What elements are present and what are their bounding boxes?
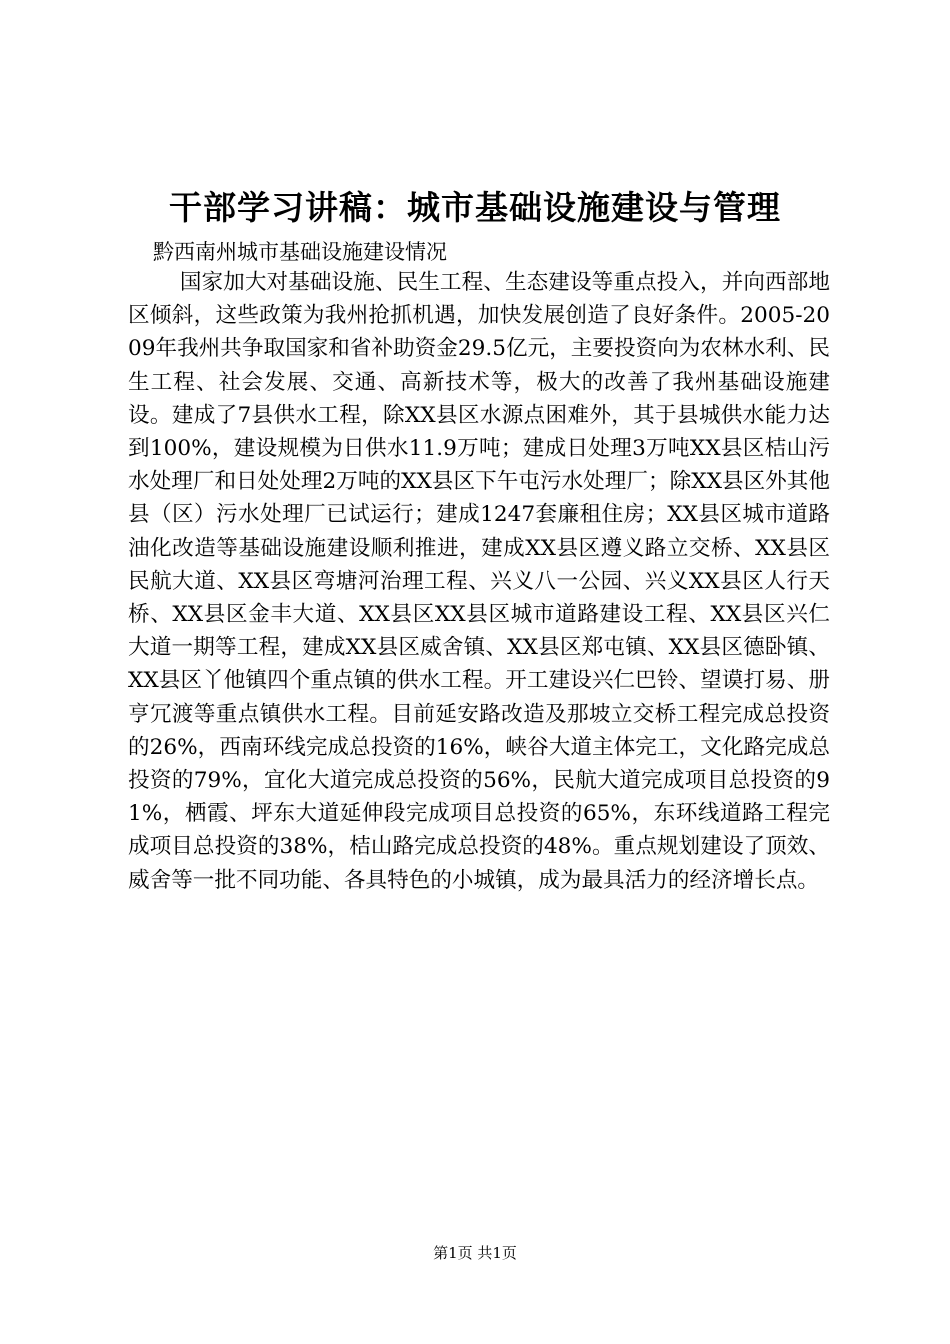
body-paragraph: 国家加大对基础设施、民生工程、生态建设等重点投入，并向西部地区倾斜，这些政策为我州抢抓机遇，加快发展创造了良好条件。2005-2009年我州共争取国家和省补助资金29.5亿元，主要投资向为农林水利、民生工程、社会发展、交通、高新技术等，极大的改善了我州基础设施建设。建成了7县供水工程，除XX县区水源点困难外，其于县城供水能力达到100%，建设规模为日供水11.9万吨；建成日处理3万吨XX县区桔山污水处理厂和日处处理2万吨的XX县区下午屯污水处理厂；除XX县区外其他县（区）污水处理厂已试运行；建成1247套廉租住房；XX县区城市道路油化改造等基础设施建设顺利推进，建成XX县区遵义路立交桥、XX县区民航大道、XX县区弯塘河治理工程、兴义八一公园、兴义XX县区人行天桥、XX县区金丰大道、XX县区XX县区城市道路建设工程、XX县区兴仁大道一期等工程，建成XX县区威舍镇、XX县区郑屯镇、XX县区德卧镇、XX县区丫他镇四个重点镇的供水工程。开工建设兴仁巴铃、望谟打易、册亨冗渡等重点镇供水工程。目前延安路改造及那坡立交桥工程完成总投资的26%，西南环线完成总投资的16%，峡谷大道主体完工，文化路完成总投资的79%，宜化大道完成总投资的56%，民航大道完成项目总投资的91%，栖霞、坪东大道延伸段完成项目总投资的65%，东环线道路工程完成项目总投资的38%，桔山路完成总投资的48%。重点规划建设了顶效、威舍等一批不同功能、各具特色的小城镇，成为最具活力的经济增长点。 <box>128 270 830 893</box>
page-footer: 第1页 共1页 <box>433 1244 517 1262</box>
document-subtitle: 黔西南州城市基础设施建设情况 <box>153 240 447 264</box>
document-title: 干部学习讲稿：城市基础设施建设与管理 <box>169 188 781 227</box>
